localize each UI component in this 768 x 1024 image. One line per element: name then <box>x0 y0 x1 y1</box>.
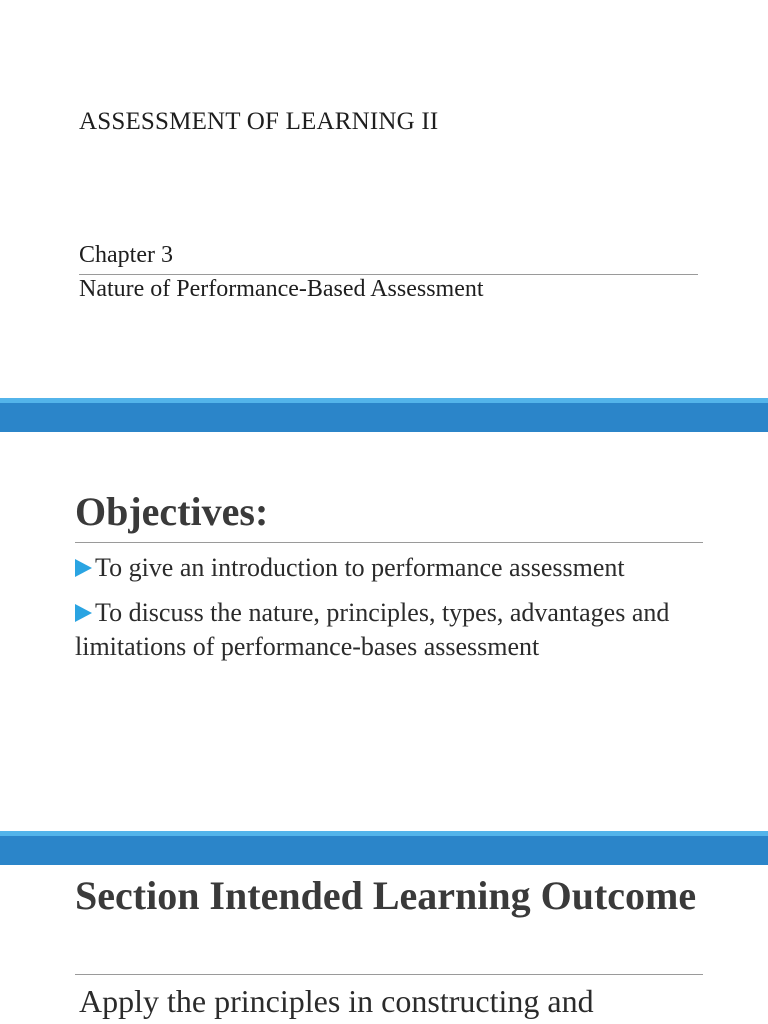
section-body: Apply the principles in constructing and <box>79 983 594 1019</box>
chapter-subtitle: Nature of Performance-Based Assessment <box>79 276 484 302</box>
divider <box>75 974 703 975</box>
section-title: Section Intended Learning Outcome <box>75 873 697 918</box>
slide-separator-band <box>0 831 768 865</box>
objective-item <box>75 596 705 664</box>
objective-text: To discuss the nature, principles, types, advantages and limitations of performance-bases assessment <box>75 598 670 661</box>
slide-learning-outcome <box>0 865 768 1024</box>
divider <box>75 542 703 543</box>
arrow-bullet-icon <box>75 559 92 577</box>
chapter-label: Chapter 3 <box>79 242 173 268</box>
divider <box>79 274 698 275</box>
slide-separator-band <box>0 398 768 432</box>
objective-text: To give an introduction to performance assessment <box>95 553 625 582</box>
objective-item <box>75 551 705 585</box>
slide-title <box>0 0 768 398</box>
slide-objectives <box>0 432 768 831</box>
course-title: ASSESSMENT OF LEARNING II <box>79 108 439 135</box>
objectives-title: Objectives: <box>75 489 269 534</box>
arrow-bullet-icon <box>75 604 92 622</box>
